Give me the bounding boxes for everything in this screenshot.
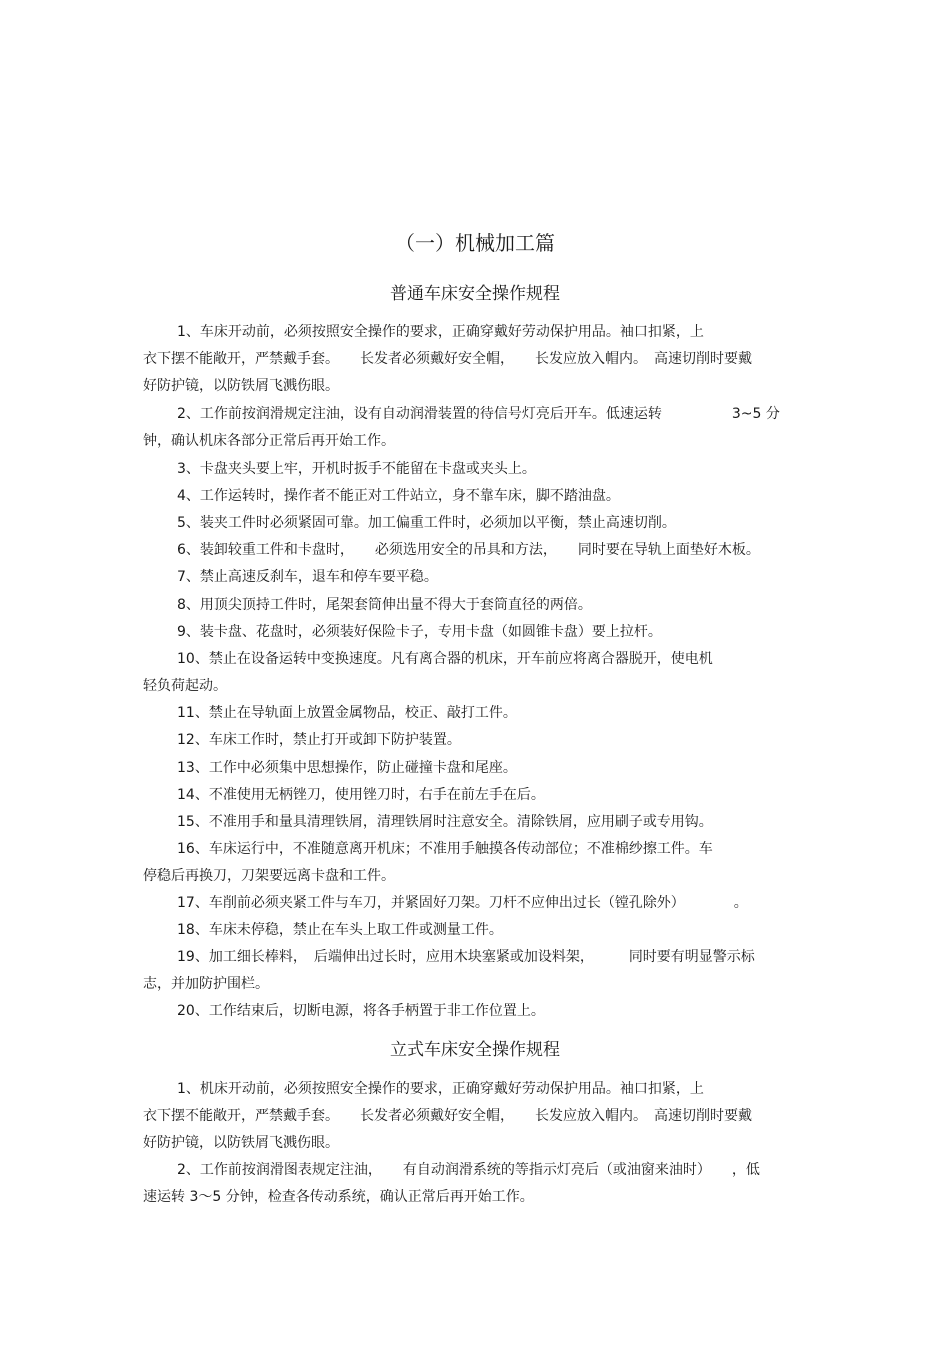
paragraph-line: 20、工作结束后，切断电源，将各手柄置于非工作位置上。 bbox=[177, 1003, 545, 1019]
section-title-vertical-lathe: 立式车床安全操作规程 bbox=[390, 1040, 560, 1060]
rule-paragraph bbox=[143, 809, 813, 836]
rule-paragraph bbox=[143, 1157, 813, 1211]
rule-paragraph bbox=[143, 456, 813, 483]
paragraph-line: 好防护镜，以防铁屑飞溅伤眼。 bbox=[143, 1135, 339, 1151]
paragraph-line: 6、装卸较重工件和卡盘时， 必须选用安全的吊具和方法， 同时要在导轨上面垫好木板。 bbox=[177, 542, 760, 558]
paragraph-line: 好防护镜，以防铁屑飞溅伤眼。 bbox=[143, 378, 339, 394]
chapter-title: （一）机械加工篇 bbox=[395, 231, 555, 255]
paragraph-line: 轻负荷起动。 bbox=[143, 678, 227, 694]
paragraph-line: 18、车床未停稳，禁止在车头上取工件或测量工件。 bbox=[177, 922, 503, 938]
paragraph-line: 5、装夹工件时必须紧固可靠。加工偏重工件时，必须加以平衡，禁止高速切削。 bbox=[177, 515, 676, 531]
rule-paragraph bbox=[143, 836, 813, 890]
paragraph-line: 7、禁止高速反刹车，退车和停车要平稳。 bbox=[177, 569, 438, 585]
paragraph-line: 衣下摆不能敞开，严禁戴手套。 长发者必须戴好安全帽， 长发应放入帽内。 高速切削时要戴 bbox=[143, 351, 752, 367]
rule-paragraph bbox=[143, 727, 813, 754]
paragraph-line: 13、工作中必须集中思想操作，防止碰撞卡盘和尾座。 bbox=[177, 760, 517, 776]
paragraph-line: 2、工作前按润滑图表规定注油， 有自动润滑系统的等指示灯亮后（或油窗来油时） ，低 bbox=[177, 1162, 760, 1178]
paragraph-line: 15、不准用手和量具清理铁屑，清理铁屑时注意安全。清除铁屑，应用刷子或专用钩。 bbox=[177, 814, 713, 830]
rule-paragraph bbox=[143, 483, 813, 510]
paragraph-line: 16、车床运行中，不准随意离开机床；不准用手触摸各传动部位；不准棉纱擦工件。车 bbox=[177, 841, 713, 857]
paragraph-line: 1、机床开动前，必须按照安全操作的要求，正确穿戴好劳动保护用品。袖口扣紧，上 bbox=[177, 1081, 704, 1097]
rule-paragraph bbox=[143, 890, 813, 917]
rule-paragraph bbox=[143, 319, 813, 400]
section-title-lathe: 普通车床安全操作规程 bbox=[390, 284, 560, 304]
paragraph-line: 志，并加防护围栏。 bbox=[143, 976, 269, 992]
rule-paragraph bbox=[143, 944, 813, 998]
rule-paragraph bbox=[143, 592, 813, 619]
rule-paragraph bbox=[143, 619, 813, 646]
paragraph-line: 衣下摆不能敞开，严禁戴手套。 长发者必须戴好安全帽， 长发应放入帽内。 高速切削时要戴 bbox=[143, 1108, 752, 1124]
rule-paragraph bbox=[143, 755, 813, 782]
rule-paragraph bbox=[143, 564, 813, 591]
rule-paragraph bbox=[143, 998, 813, 1025]
paragraph-line: 钟，确认机床各部分正常后再开始工作。 bbox=[143, 433, 395, 449]
paragraph-line: 9、装卡盘、花盘时，必须装好保险卡子，专用卡盘（如圆锥卡盘）要上拉杆。 bbox=[177, 624, 662, 640]
paragraph-line: 10、禁止在设备运转中变换速度。凡有离合器的机床，开车前应将离合器脱开，使电机 bbox=[177, 651, 713, 667]
rule-paragraph bbox=[143, 782, 813, 809]
paragraph-line: 8、用顶尖顶持工件时，尾架套筒伸出量不得大于套筒直径的两倍。 bbox=[177, 597, 592, 613]
rule-paragraph bbox=[143, 917, 813, 944]
paragraph-line: 17、车削前必须夹紧工件与车刀，并紧固好刀架。刀杆不应伸出过长（镗孔除外） 。 bbox=[177, 895, 748, 911]
paragraph-line: 停稳后再换刀，刀架要远离卡盘和工件。 bbox=[143, 868, 395, 884]
paragraph-line: 4、工作运转时，操作者不能正对工件站立，身不靠车床，脚不踏油盘。 bbox=[177, 488, 620, 504]
rule-paragraph bbox=[143, 700, 813, 727]
rule-paragraph bbox=[143, 537, 813, 564]
paragraph-line: 12、车床工作时，禁止打开或卸下防护装置。 bbox=[177, 732, 461, 748]
paragraph-line: 11、禁止在导轨面上放置金属物品，校正、敲打工件。 bbox=[177, 705, 517, 721]
paragraph-line: 2、工作前按润滑规定注油，设有自动润滑装置的待信号灯亮后开车。低速运转 3~5 分 bbox=[177, 406, 780, 422]
rule-paragraph bbox=[143, 1076, 813, 1157]
paragraph-line: 1、车床开动前，必须按照安全操作的要求，正确穿戴好劳动保护用品。袖口扣紧，上 bbox=[177, 324, 704, 340]
rule-paragraph bbox=[143, 401, 813, 455]
rule-paragraph bbox=[143, 510, 813, 537]
paragraph-line: 速运转 3～5 分钟，检查各传动系统，确认正常后再开始工作。 bbox=[143, 1189, 534, 1205]
rule-paragraph bbox=[143, 646, 813, 700]
paragraph-line: 19、加工细长棒料， 后端伸出过长时，应用木块塞紧或加设料架， 同时要有明显警示标 bbox=[177, 949, 755, 965]
paragraph-line: 14、不准使用无柄锉刀，使用锉刀时，右手在前左手在后。 bbox=[177, 787, 545, 803]
paragraph-line: 3、卡盘夹头要上牢，开机时扳手不能留在卡盘或夹头上。 bbox=[177, 461, 536, 477]
